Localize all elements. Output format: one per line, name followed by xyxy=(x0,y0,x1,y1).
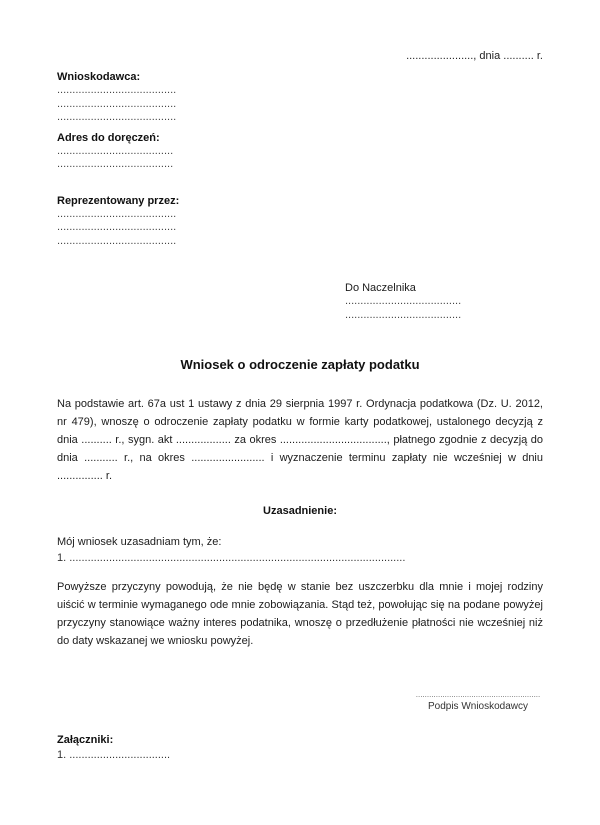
delivery-address-label: Adres do doręczeń: xyxy=(57,131,160,144)
signature-label: Podpis Wnioskodawcy xyxy=(427,701,529,712)
signature-line: ........................................................ xyxy=(415,690,541,699)
date-place-line: ......................, dnia .......... r. xyxy=(406,50,543,62)
applicant-fill-line: ....................................... xyxy=(57,111,177,123)
attachments-block xyxy=(57,733,543,763)
intro-paragraph: Na podstawie art. 67a ust 1 ustawy z dnia 29 sierpnia 1997 r. Ordynacja podatkowa (Dz. U. 2012, nr 479), wnoszę o odroczenie zapłaty podatku w formie karty podatkowej, ustalonego decyzją z dnia .......... r., sygn. akt .................. za okres ..................................., płatnego zgodnie z decyzją do dnia ........... r., na okres ........................ i wyznaczenie terminu zapłaty nie wcześniej w dniu ............... r. xyxy=(57,398,543,482)
addressee-block xyxy=(345,281,543,322)
delivery-address-fill-line: ...................................... xyxy=(57,158,174,170)
attachments-label: Załączniki: xyxy=(57,734,114,746)
attachments-item-line: 1. ................................. xyxy=(57,749,171,761)
justification-heading: Uzasadnienie: xyxy=(263,505,337,517)
addressee-fill-line: ...................................... xyxy=(345,295,462,307)
represented-by-fill-line: ....................................... xyxy=(57,234,177,247)
applicant-fill-line: ....................................... xyxy=(57,97,177,110)
delivery-address-fill-line: ...................................... xyxy=(57,144,174,157)
signature-block xyxy=(413,690,543,713)
applicant-fill-line: ....................................... xyxy=(57,84,177,96)
applicant-label: Wnioskodawca: xyxy=(57,71,141,83)
delivery-address-block xyxy=(57,131,543,172)
justification-intro: Mój wniosek uzasadniam tym, że: xyxy=(57,536,222,548)
represented-by-fill-line: ....................................... xyxy=(57,221,177,233)
addressee-label: Do Naczelnika xyxy=(345,282,416,294)
applicant-block xyxy=(57,70,543,125)
represented-by-label: Reprezentowany przez: xyxy=(57,194,180,207)
represented-by-block xyxy=(57,194,543,249)
document-title: Wniosek o odroczenie zapłaty podatku xyxy=(180,357,420,372)
justification-item-line: 1. .............................................................................................................. xyxy=(57,552,406,564)
represented-by-fill-line: ....................................... xyxy=(57,207,177,220)
reasons-paragraph: Powyższe przyczyny powodują, że nie będę w stanie bez uszczerbku dla mnie i mojej rodziny uiścić w terminie wymaganego ode mnie zobowiązania. Stąd też, powołując się na podane powyżej przyczyny stanowiące ważny interes podatnika, wnoszę o przedłużenie płatności nie wcześniej niż do daty wskazanej we wniosku powyżej. xyxy=(57,581,543,647)
addressee-fill-line: ...................................... xyxy=(345,308,462,321)
